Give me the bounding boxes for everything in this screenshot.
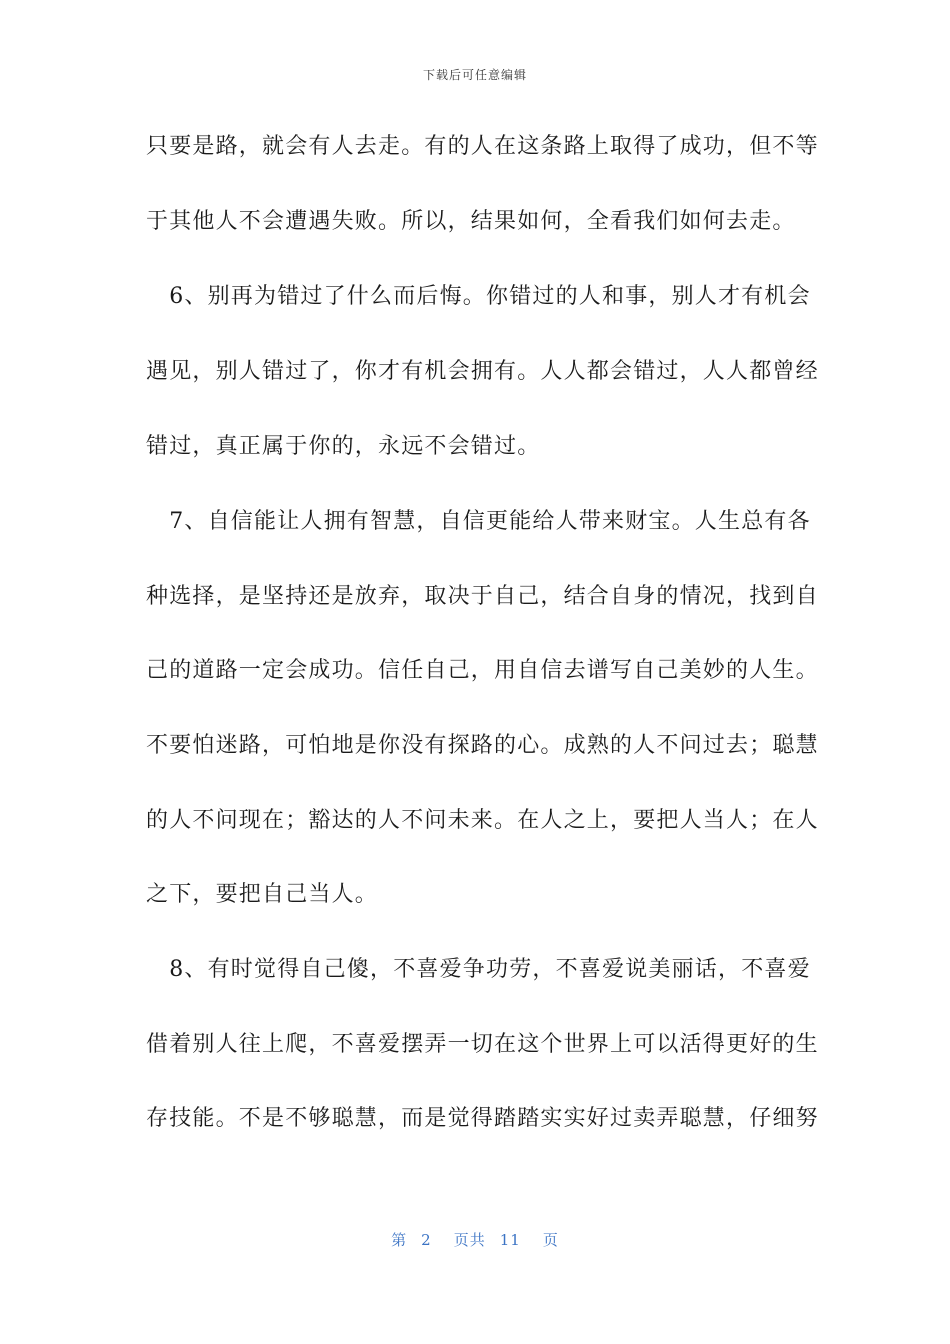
page-footer [0, 1229, 950, 1250]
text-line: 7、自信能让人拥有智慧，自信更能给人带来财宝。人生总有各 [146, 509, 811, 534]
header-note: 下载后可任意编辑 [422, 68, 527, 82]
text-line: 8、有时觉得自己傻，不喜爱争功劳，不喜爱说美丽话，不喜爱 [146, 957, 811, 982]
footer-suffix: 页 [542, 1231, 559, 1249]
text-line: 之下，要把自己当人。 [146, 882, 379, 907]
text-line: 的人不问现在；豁达的人不问未来。在人之上，要把人当人；在人 [146, 808, 819, 833]
total-pages: 11 [499, 1231, 521, 1249]
text-line: 遇见，别人错过了，你才有机会拥有。人人都会错过，人人都曾经 [146, 359, 819, 384]
text-line: 己的道路一定会成功。信任自己，用自信去谱写自己美妙的人生。 [146, 658, 819, 683]
text-line: 6、别再为错过了什么而后悔。你错过的人和事，别人才有机会 [146, 284, 811, 309]
footer-prefix: 第 [391, 1231, 408, 1249]
current-page-number: 2 [421, 1231, 432, 1249]
text-line: 种选择，是坚持还是放弃，取决于自己，结合自身的情况，找到自 [146, 584, 819, 609]
text-line: 错过，真正属于你的，永远不会错过。 [146, 434, 541, 459]
footer-middle: 页共 [453, 1231, 486, 1249]
text-line: 于其他人不会遭遇失败。所以，结果如何，全看我们如何去走。 [146, 209, 796, 234]
text-line: 不要怕迷路，可怕地是你没有探路的心。成熟的人不问过去；聪慧 [146, 733, 819, 758]
text-line: 借着别人往上爬，不喜爱摆弄一切在这个世界上可以活得更好的生 [146, 1032, 819, 1057]
text-line: 存技能。不是不够聪慧，而是觉得踏踏实实好过卖弄聪慧，仔细努 [146, 1106, 819, 1131]
text-line: 只要是路，就会有人去走。有的人在这条路上取得了成功，但不等 [146, 134, 819, 159]
